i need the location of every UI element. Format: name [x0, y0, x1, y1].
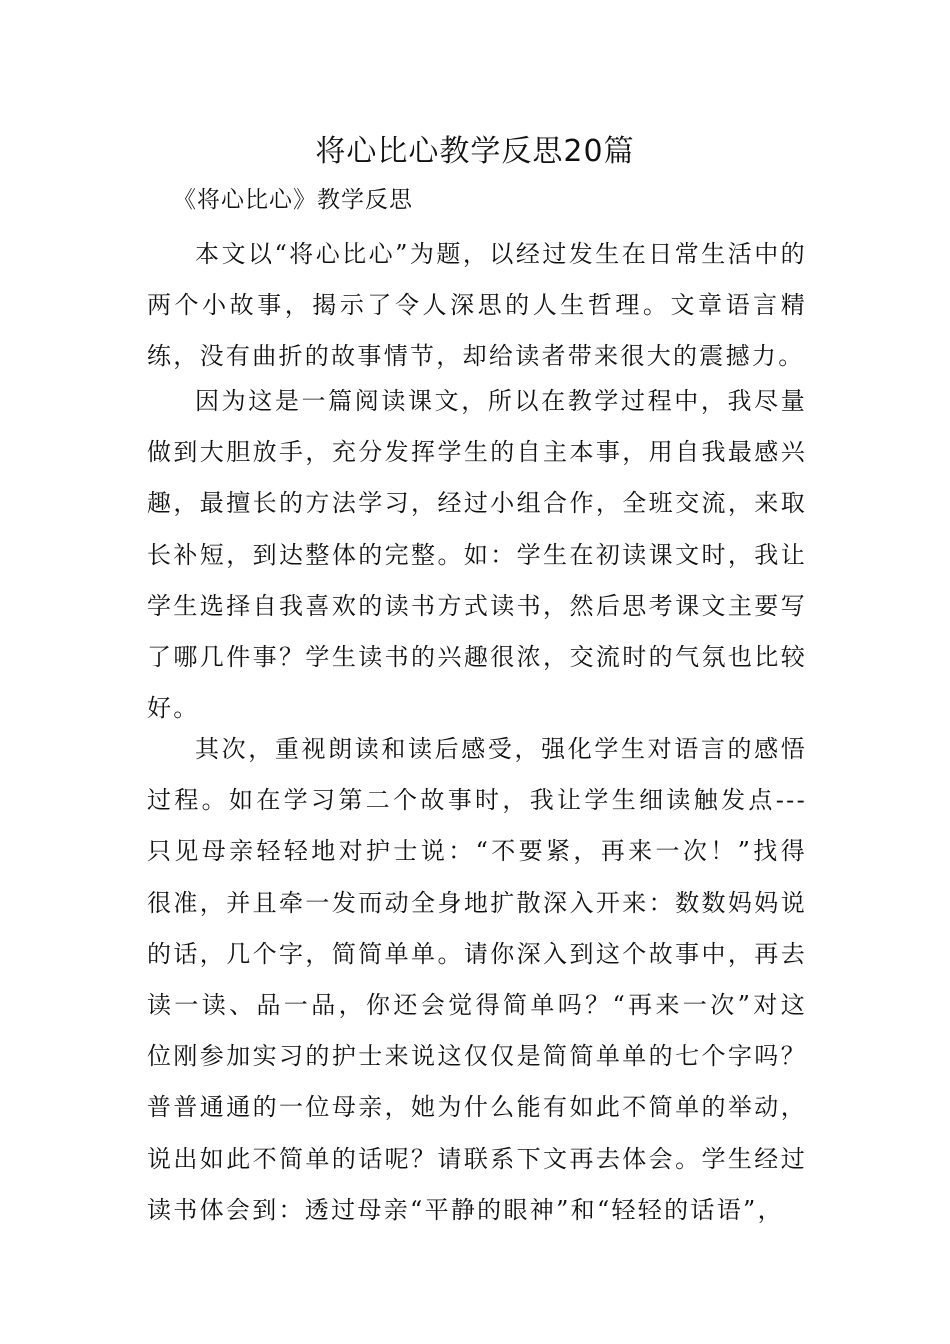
paragraph: 其次，重视朗读和读后感受，强化学生对语言的感悟过程。如在学习第二个故事时，我让学生细读触发点---只见母亲轻轻地对护士说：“不要紧，再来一次！”找得很准，并且牵一发而动全身地扩散深入开来：数数妈妈说的话，几个字，简简单单。请你深入到这个故事中，再去读一读、品一品，你还会觉得简单吗？“再来一次”对这位刚参加实习的护士来说这仅仅是简简单单的七个字吗？普普通通的一位母亲，她为什么能有如此不简单的举动，说出如此不简单的话呢？请联系下文再去体会。学生经过读书体会到：透过母亲“平静的眼神”和“轻轻的话语”，: [147, 735, 807, 1224]
paragraph-block-1: [147, 229, 807, 383]
paragraph-block-2: [147, 376, 807, 734]
document-title: 将心比心教学反思20篇: [315, 134, 635, 169]
paragraph-block-3: [147, 724, 807, 1236]
paragraph: 本文以“将心比心”为题，以经过发生在日常生活中的两个小故事，揭示了令人深思的人生哲理。文章语言精练，没有曲折的故事情节，却给读者带来很大的震撼力。: [147, 240, 807, 371]
paragraph: 因为这是一篇阅读课文，所以在教学过程中，我尽量做到大胆放手，充分发挥学生的自主本事，用自我最感兴趣，最擅长的方法学习，经过小组合作，全班交流，来取长补短，到达整体的完整。如：学生在初读课文时，我让学生选择自我喜欢的读书方式读书，然后思考课文主要写了哪几件事？学生读书的兴趣很浓，交流时的气氛也比较好。: [147, 387, 807, 723]
document-subtitle: 《将心比心》教学反思: [173, 187, 413, 213]
